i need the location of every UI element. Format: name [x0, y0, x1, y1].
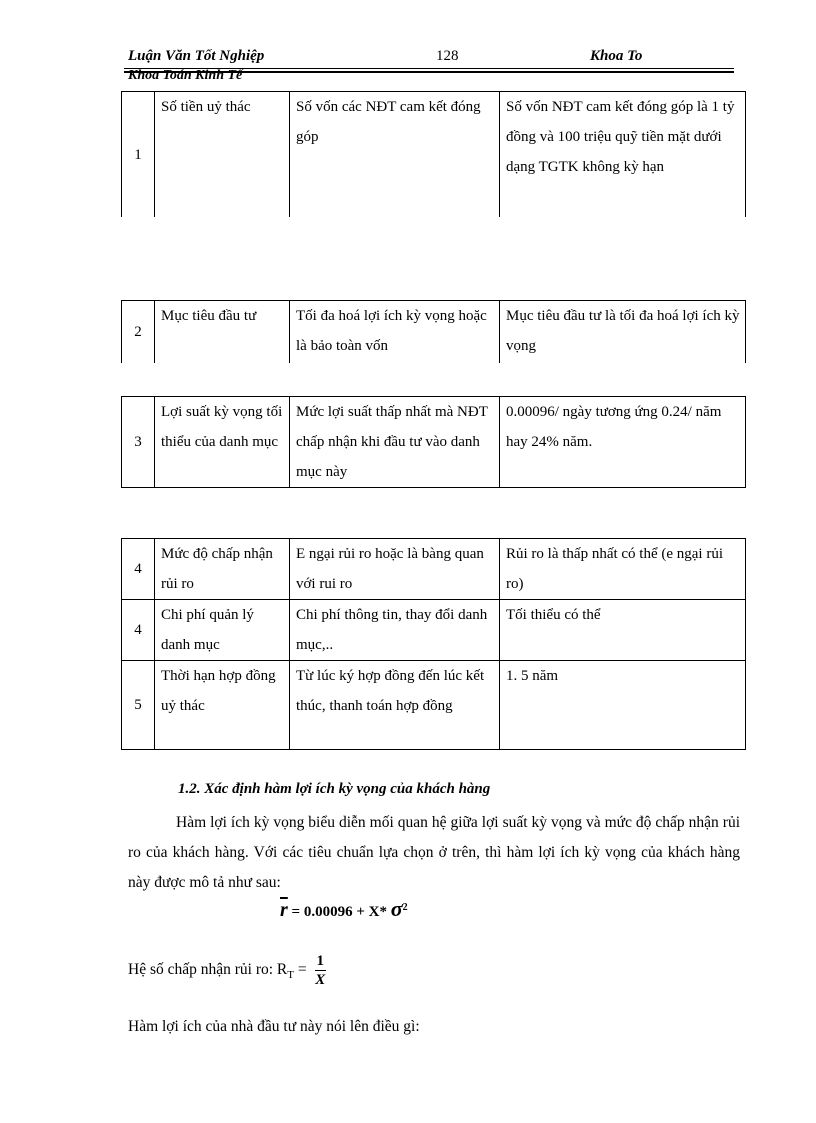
risk-coefficient-line — [128, 952, 326, 989]
value-cell: 1. 5 năm — [500, 661, 746, 750]
definition-cell: E ngại rủi ro hoặc là bàng quan với rui ro — [290, 539, 500, 600]
page-number: 128 — [436, 48, 459, 64]
table-row — [122, 301, 746, 364]
formula-sigma: σ — [390, 896, 403, 921]
definition-cell: Từ lúc ký hợp đồng đến lúc kết thúc, thanh toán hợp đồng — [290, 661, 500, 750]
header-subtitle: Khoa Toán Kinh Tế — [128, 68, 243, 83]
criterion-cell: Thời hạn hợp đồng uỷ thác — [155, 661, 290, 750]
criteria-table-part-4 — [121, 538, 746, 750]
row-number: 3 — [122, 397, 155, 488]
row-number: 4 — [122, 539, 155, 600]
value-cell: Rủi ro là thấp nhất có thể (e ngại rủi ro) — [500, 539, 746, 600]
fraction-numerator: 1 — [316, 953, 325, 969]
row-number: 4 — [122, 600, 155, 661]
section-heading: 1.2. Xác định hàm lợi ích kỳ vọng của khách hàng — [178, 781, 491, 797]
risk-fraction — [315, 952, 327, 989]
value-cell: Số vốn NĐT cam kết đóng góp là 1 tỷ đồng và 100 triệu quỹ tiền mặt dưới dạng TGTK không kỳ hạn — [500, 92, 746, 218]
table-row — [122, 397, 746, 488]
table-row — [122, 539, 746, 600]
formula-lhs: $\overline{r}$ — [280, 899, 288, 921]
paragraph-text: Hàm lợi ích kỳ vọng biểu diễn mối quan hệ giữa lợi suất kỳ vọng và mức độ chấp nhận rủi ro của khách hàng. Với các tiêu chuẩn lựa chọn ở trên, thì hàm lợi ích kỳ vọng của khách hàng này được mô tả như sau: — [128, 814, 740, 891]
criterion-cell: Chi phí quản lý danh mục — [155, 600, 290, 661]
risk-subscript: T — [287, 969, 295, 982]
formula-exponent: 2 — [402, 902, 408, 913]
definition-cell: Tối đa hoá lợi ích kỳ vọng hoặc là bảo toàn vốn — [290, 301, 500, 364]
table-row — [122, 661, 746, 750]
criterion-cell: Mức độ chấp nhận rủi ro — [155, 539, 290, 600]
table-row — [122, 600, 746, 661]
risk-equals: = — [294, 961, 311, 979]
header-right: Khoa To — [590, 48, 643, 64]
utility-formula — [280, 896, 408, 922]
table-row — [122, 92, 746, 218]
header-title: Luận Văn Tốt Nghiệp — [128, 48, 265, 64]
fraction-denominator: X — [315, 972, 326, 988]
value-cell: 0.00096/ ngày tương ứng 0.24/ năm hay 24% năm. — [500, 397, 746, 488]
row-number: 1 — [122, 92, 155, 218]
criterion-cell: Lợi suất kỳ vọng tối thiểu của danh mục — [155, 397, 290, 488]
risk-label: Hệ số chấp nhận rủi ro: R — [128, 961, 288, 979]
criteria-table-part-3 — [121, 396, 746, 488]
criteria-table-part-2 — [121, 300, 746, 363]
closing-line: Hàm lợi ích của nhà đầu tư này nói lên điều gì: — [128, 1018, 420, 1035]
body-paragraph — [128, 808, 740, 898]
definition-cell: Mức lợi suất thấp nhất mà NĐT chấp nhận khi đầu tư vào danh mục này — [290, 397, 500, 488]
definition-cell: Số vốn các NĐT cam kết đóng góp — [290, 92, 500, 218]
criterion-cell: Số tiền uỷ thác — [155, 92, 290, 218]
formula-rhs: = 0.00096 + X* — [291, 904, 387, 920]
definition-cell: Chi phí thông tin, thay đổi danh mục,.. — [290, 600, 500, 661]
value-cell: Mục tiêu đầu tư là tối đa hoá lợi ích kỳ vọng — [500, 301, 746, 364]
criterion-cell: Mục tiêu đầu tư — [155, 301, 290, 364]
row-number: 2 — [122, 301, 155, 364]
criteria-table-part-1 — [121, 91, 746, 217]
row-number: 5 — [122, 661, 155, 750]
value-cell: Tối thiểu có thể — [500, 600, 746, 661]
